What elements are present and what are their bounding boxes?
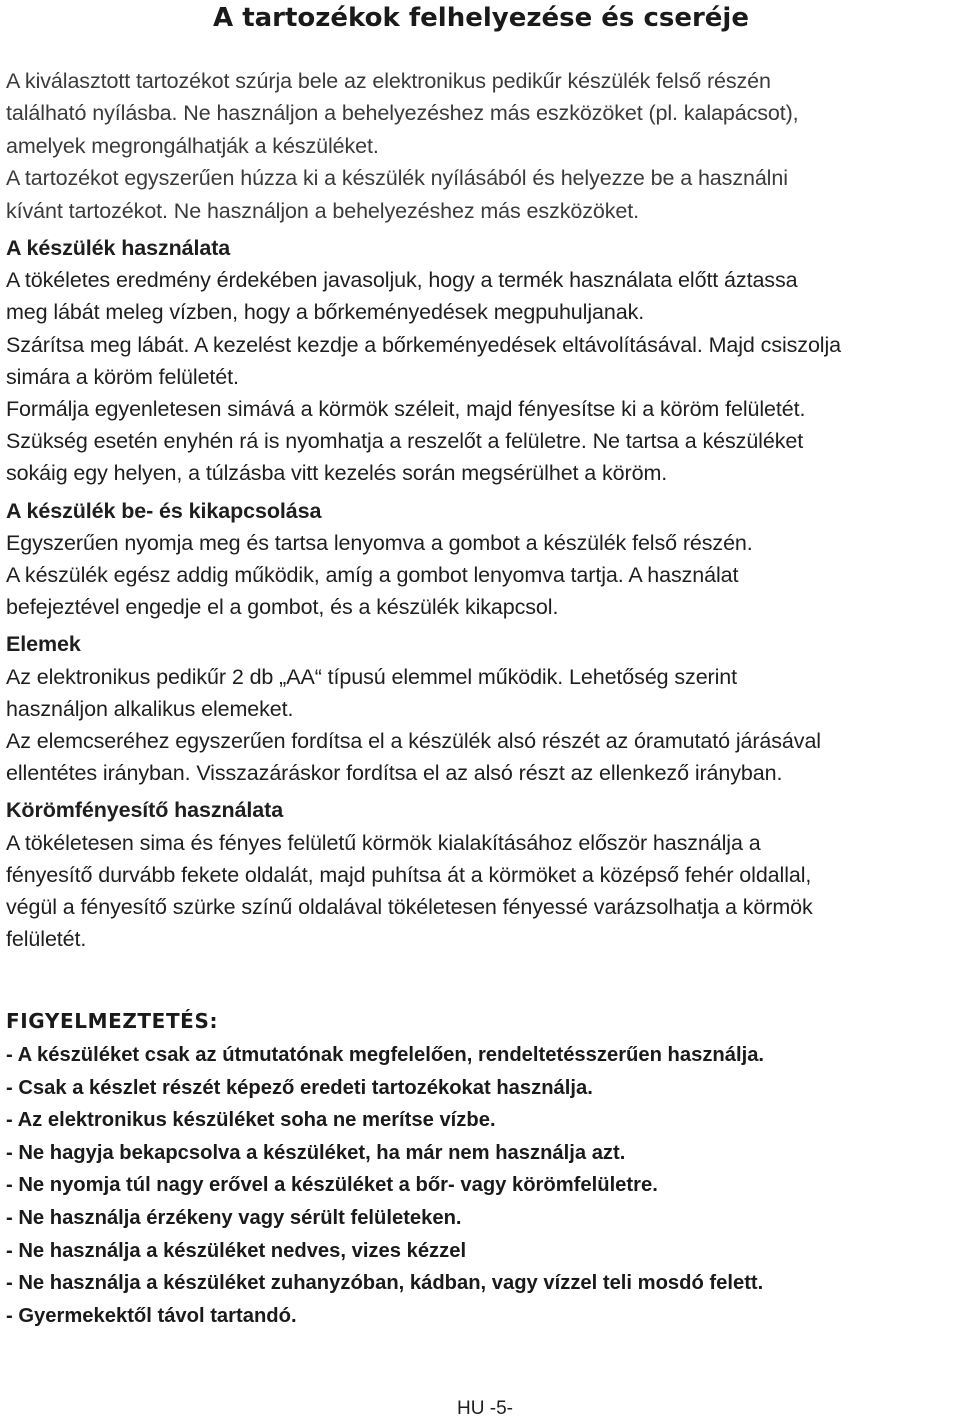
text-line: A kiválasztott tartozékot szúrja bele az elektronikus pedikűr készülék felső részén: [6, 69, 771, 93]
warning-block: [6, 1005, 958, 1332]
text-line: sokáig egy helyen, a túlzásba vitt kezelés során megsérülhet a köröm.: [6, 461, 668, 486]
main-content: [6, 232, 958, 955]
text-line: amelyek megrongálhatják a készüléket.: [6, 133, 379, 158]
text-line: A tökéletes eredmény érdekében javasoljuk, hogy a termék használata előtt áztassa: [6, 268, 798, 293]
warning-item: - Gyermekektől távol tartandó.: [6, 1304, 297, 1327]
text-line: ellentétes irányban. Visszazáráskor fordítsa el az alsó részt az ellenkező irányban.: [6, 761, 783, 786]
section-usage: [6, 232, 958, 490]
warning-item: - Csak a készlet részét képező eredeti tartozékokat használja.: [6, 1076, 593, 1099]
text-line: Szárítsa meg lábát. A kezelést kezdje a bőrkeményedések eltávolításával. Majd csiszolja: [6, 332, 842, 357]
warning-title: FIGYELMEZTETÉS:: [6, 1009, 219, 1033]
text-line: felületét.: [6, 927, 87, 952]
text-line: fényesítő durvább fekete oldalát, majd puhítsa át a körmöket a középső fehér oldallal,: [6, 862, 812, 887]
page-title: A tartozékok felhelyezése és cseréje: [213, 3, 749, 33]
section-heading: A készülék használata: [6, 236, 231, 260]
warning-item: - Az elektronikus készüléket soha ne merítse vízbe.: [6, 1109, 496, 1132]
page-number: HU -5-: [457, 1398, 513, 1419]
section-heading: Elemek: [6, 632, 81, 657]
section-heading: Körömfényesítő használata: [6, 798, 284, 823]
section-nail-buffer: [6, 794, 958, 955]
text-line: A készülék egész addig működik, amíg a gombot lenyomva tartja. A használat: [6, 563, 739, 588]
text-line: végül a fényesítő szürke színű oldalával tökéletesen fényessé varázsolhatja a körmök: [6, 895, 813, 920]
warning-item: - Ne használja a készüléket zuhanyzóban, kádban, vagy vízzel teli mosdó felett.: [6, 1272, 764, 1295]
warning-item: - Ne nyomja túl nagy erővel a készüléket a bőr- vagy körömfelületre.: [6, 1174, 658, 1197]
section-heading: A készülék be- és kikapcsolása: [6, 498, 322, 523]
text-line: Formálja egyenletesen simává a körmök széleit, majd fényesítse ki a köröm felületét.: [6, 397, 806, 422]
warning-item: - Ne használja érzékeny vagy sérült felületeken.: [6, 1206, 462, 1229]
text-line: meg lábát meleg vízben, hogy a bőrkeményedések megpuhuljanak.: [6, 300, 645, 325]
intro-paragraph: [6, 65, 958, 227]
warning-item: - Ne hagyja bekapcsolva a készüléket, ha már nem használja azt.: [6, 1141, 626, 1164]
text-line: simára a köröm felületét.: [6, 364, 239, 389]
text-line: található nyílásba. Ne használjon a behelyezéshez más eszközöket (pl. kalapácsot),: [6, 101, 799, 126]
text-line: Szükség esetén enyhén rá is nyomhatja a reszelőt a felületre. Ne tartsa a készüléket: [6, 429, 804, 454]
text-line: Egyszerűen nyomja meg és tartsa lenyomva a gombot a készülék felső részén.: [6, 530, 753, 555]
section-batteries: [6, 628, 958, 789]
warning-item: - Ne használja a készüléket nedves, vizes kézzel: [6, 1239, 467, 1262]
text-line: használjon alkalikus elemeket.: [6, 696, 294, 721]
section-power: [6, 495, 958, 624]
text-line: Az elektronikus pedikűr 2 db „AA“ típusú elemmel működik. Lehetőség szerint: [6, 664, 738, 689]
text-line: A tökéletesen sima és fényes felületű körmök kialakításához először használja a: [6, 830, 761, 855]
text-line: Az elemcseréhez egyszerűen fordítsa el a készülék alsó részét az óramutató járásával: [6, 729, 821, 754]
text-line: A tartozékot egyszerűen húzza ki a készülék nyílásából és helyezze be a használni: [6, 166, 788, 191]
warning-list: [6, 1039, 958, 1332]
text-line: befejeztével engedje el a gombot, és a készülék kikapcsol.: [6, 595, 559, 620]
text-line: kívánt tartozékot. Ne használjon a behelyezéshez más eszközöket.: [6, 198, 639, 223]
warning-item: - A készüléket csak az útmutatónak megfelelően, rendeltetésszerűen használja.: [6, 1044, 765, 1066]
